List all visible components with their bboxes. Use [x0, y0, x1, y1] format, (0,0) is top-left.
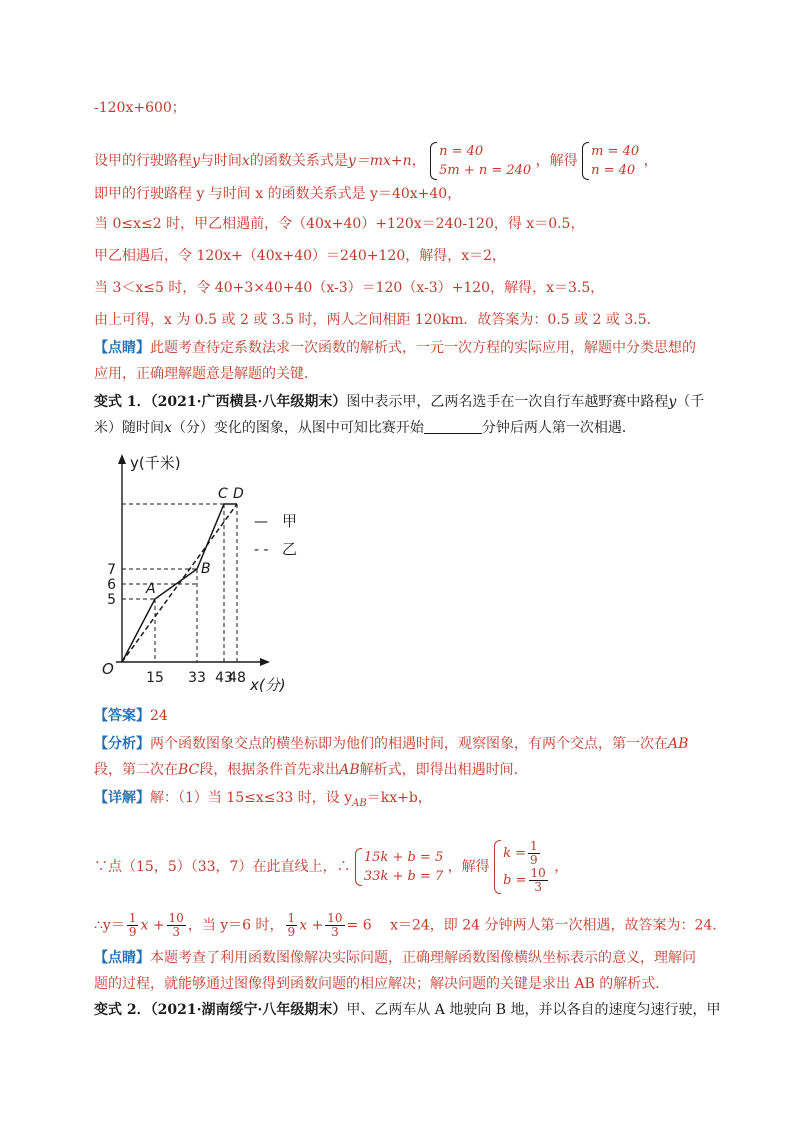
tip-paragraph-2: 【点睛】本题考查了利用函数图像解决实际问题，正确理解函数图像横纵坐标表示的意义，理解问 [94, 950, 696, 966]
y-tick-label: 6 [107, 577, 116, 593]
tip-paragraph-1: 【点睛】此题考查待定系数法求一次函数的解析式，一元一次方程的实际应用，解题中分类思想的 [94, 340, 696, 356]
point-label: B [201, 561, 211, 577]
variant-1-question: 变式 1．（2021·广西横县·八年级期末）图中表示甲，乙两名选手在一次自行车越野赛中路程y（千 [94, 394, 705, 410]
variant-2-question: 变式 2．（2021·湖南绥宁·八年级期末）甲、乙两车从 A 地驶向 B 地，并以各自的速度匀速行驶，甲 [94, 1002, 721, 1018]
line-1: -120x+600； [94, 100, 186, 116]
answer-blank[interactable] [424, 419, 482, 434]
tip-paragraph-1-line2: 应用，正确理解题意是解题的关键． [94, 366, 318, 382]
legend-mark: - - [254, 542, 269, 558]
equation-system-1: n = 40 5m + n = 240 [430, 142, 531, 180]
line-6: 当 3＜x≤5 时，令 40+3×40+40（x-3）＝120（x-3）+120，解得，x＝3.5， [94, 280, 605, 296]
detail-line-2: ∵点（15，5）（33，7）在此直线上，∴ 15k + b = 5 33k + b = 7 ，解得 k = $\frac{1}{9}$ b = $\frac{10}{3}$ ， [94, 839, 569, 894]
origin-label: O [102, 660, 114, 678]
point-label: D [233, 486, 244, 502]
x-axis-label: x(分) [250, 676, 286, 694]
variant-1-question-line2: 米）随时间x（分）变化的图象，从图中可知比赛开始 分钟后两人第一次相遇． [94, 420, 636, 436]
equation-system-3: 15k + b = 5 33k + b = 7 [355, 848, 443, 886]
point-label: C [218, 486, 228, 502]
y-axis-arrow [118, 454, 126, 464]
answer-line: 【答案】24 [94, 708, 168, 724]
detail-line-3: ∴y＝ $\frac{1}{9}$ x + $\frac{10}{3}$ ，当 y＝6 时， $\frac{1}{9}$ x + $\frac{10}{3}$ = 6 x＝24，即 24 分钟两人第一次相遇，故答案为：24． [94, 911, 727, 939]
y-tick-label: 5 [107, 592, 116, 608]
y-axis-label: y(千米) [130, 454, 181, 472]
solution-system: k = $\frac{1}{9}$ b = $\frac{10}{3}$ [494, 840, 550, 894]
line-3: 即甲的行驶路程 y 与时间 x 的函数关系式是 y＝40x+40， [94, 186, 462, 202]
line-2: 设甲的行驶路程y与时间x的函数关系式是y＝mx+n， n = 40 5m + n = 240 ，解得 m = 40 n = 40 ， [94, 144, 658, 178]
line-4: 当 0≤x≤2 时，甲乙相遇前，令（40x+40）+120x＝240-120，得 x＝0.5， [94, 216, 585, 232]
x-tick-label: 33 [188, 670, 206, 686]
legend-label: 甲 [282, 512, 298, 530]
x-tick-label: 43 [215, 670, 233, 686]
y-tick-label: 7 [107, 562, 116, 578]
distance-time-chart [100, 450, 320, 695]
analysis-line-1: 【分析】两个函数图象交点的横坐标即为他们的相遇时间，观察图象，有两个交点，第一次在AB [94, 736, 689, 752]
point-label: A [146, 581, 156, 597]
legend-label: 乙 [282, 540, 298, 558]
equation-system-2: m = 40 n = 40 [582, 142, 639, 180]
line-5: 甲乙相遇后，令 120x+（40x+40）＝240+120，解得，x＝2， [94, 248, 507, 264]
tip-paragraph-2-line2: 题的过程，就能够通过图像得到函数问题的相应解决；解决问题的关键是求出 AB 的解析式． [94, 976, 670, 992]
line-7: 由上可得，x 为 0.5 或 2 或 3.5 时，两人之间相距 120km．故答案为：0.5 或 2 或 3.5． [94, 312, 661, 328]
x-tick-label: 48 [228, 670, 246, 686]
analysis-line-2: 段，第二次在BC段，根据条件首先求出AB解析式，即得出相遇时间． [94, 762, 528, 778]
detail-line-1: 【详解】解：（1）当 15≤x≤33 时，设 $y_{AB}=kx+b$， [94, 790, 432, 809]
x-tick-label: 15 [146, 670, 164, 686]
series-2 [122, 504, 237, 662]
legend-mark: — [254, 514, 268, 530]
x-axis-arrow [260, 658, 270, 666]
